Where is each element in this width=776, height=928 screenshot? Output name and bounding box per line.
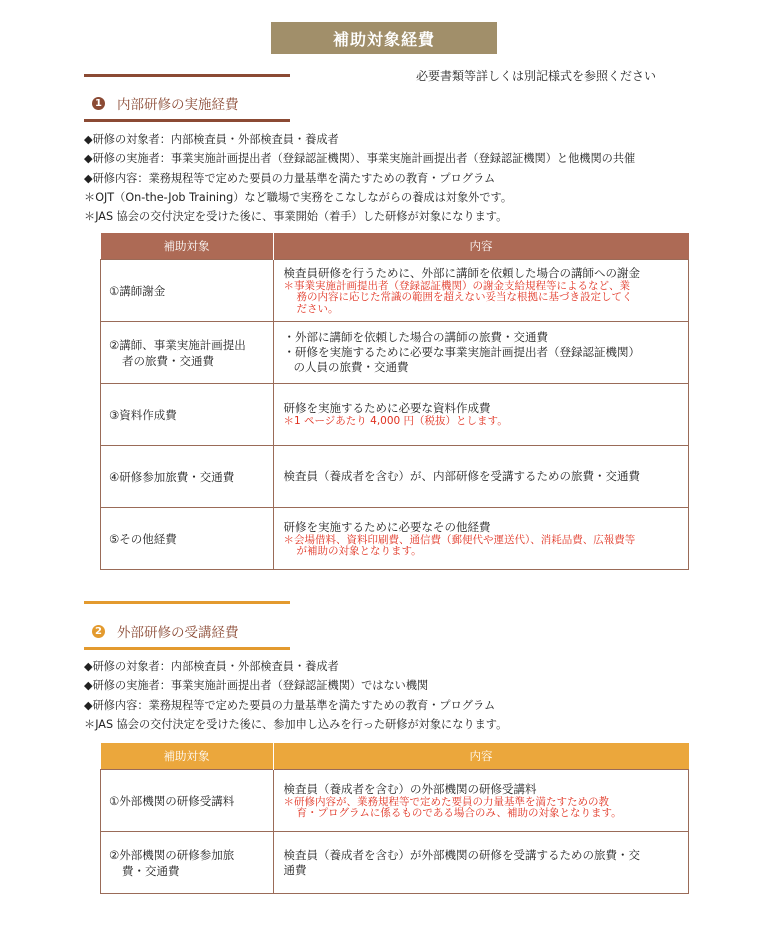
item-cell: ③資料作成費: [101, 384, 274, 446]
section1-number-badge: 1: [92, 97, 105, 110]
bullet-line: ◆研修の実施者：事業実施計画提出者（登録認証機関）ではない機関: [84, 679, 429, 693]
item-cell: ④研修参加旅費・交通費: [101, 446, 274, 508]
bullet-line: ＊OJT（On-the-Job Training）など職場で実務をこなしながらの養成は対象外です。: [84, 190, 513, 204]
bullet-line: ＊JAS 協会の交付決定を受けた後に、事業開始（着手）した研修が対象になります。: [84, 210, 508, 224]
section2-bullets: [84, 657, 507, 734]
section2-heading: [92, 621, 239, 641]
table-row: [101, 446, 689, 508]
column-header: 補助対象: [101, 233, 274, 260]
item-cell: ①外部機関の研修受講料: [101, 770, 274, 832]
content-cell: 検査員研修を行うために、外部に講師を依頼した場合の講師への謝金 ＊事業実施計画提出者（登録認証機関）の謝金支給規程等によるなど、業 務の内容に応じた常識の範囲を超えない妥当な根拠に基づき設定してく ださい。: [273, 260, 689, 322]
section2-bottom-rule: [84, 647, 290, 650]
table-row: [101, 832, 689, 894]
column-header: 内容: [273, 233, 689, 260]
table-header-row: [101, 743, 689, 770]
content-cell: 検査員（養成者を含む）が、内部研修を受講するための旅費・交通費: [273, 446, 689, 508]
item-cell: ②講師、事業実施計画提出 者の旅費・交通費: [101, 322, 274, 384]
section1-bottom-rule: [84, 119, 290, 122]
table-row: [101, 384, 689, 446]
content-cell: ・外部に講師を依頼した場合の講師の旅費・交通費 ・研修を実施するために必要な事業実施計画提出者（登録認証機関） の人員の旅費・交通費: [273, 322, 689, 384]
table-row: [101, 322, 689, 384]
page-title: 補助対象経費: [271, 22, 497, 54]
section1-top-rule: [84, 74, 290, 77]
section1-bullets: [84, 130, 635, 226]
section2-top-rule: [84, 601, 290, 604]
section1-heading: [92, 93, 239, 113]
item-cell: ①講師謝金: [101, 260, 274, 322]
bullet-line: ◆研修の対象者：内部検査員・外部検査員・養成者: [84, 660, 339, 673]
content-cell: 研修を実施するために必要な資料作成費 ＊1 ページあたり 4,000 円（税抜）とします。: [273, 384, 689, 446]
item-cell: ⑤その他経費: [101, 508, 274, 570]
bullet-line: ◆研修の実施者：事業実施計画提出者（登録認証機関）、事業実施計画提出者（登録認証機関）と他機関の共催: [84, 152, 636, 166]
section2-table: [100, 743, 689, 894]
table-header-row: [101, 233, 689, 260]
item-cell: ②外部機関の研修参加旅 費・交通費: [101, 832, 274, 894]
content-cell: 検査員（養成者を含む）が外部機関の研修を受講するための旅費・交 通費: [273, 832, 689, 894]
content-cell: 研修を実施するために必要なその他経費 ＊会場借料、資料印刷費、通信費（郵便代や運送代）、消耗品費、広報費等 が補助の対象となります。: [273, 508, 689, 570]
bullet-line: ◆研修内容：業務規程等で定めた要員の力量基準を満たすための教育・プログラム: [84, 698, 496, 712]
bullet-line: ◆研修内容：業務規程等で定めた要員の力量基準を満たすための教育・プログラム: [84, 171, 496, 185]
content-cell: 検査員（養成者を含む）の外部機関の研修受講料 ＊研修内容が、業務規程等で定めた要員の力量基準を満たすための教 育・プログラムに係るものである場合のみ、補助の対象となります。: [273, 770, 689, 832]
section1-table: [100, 233, 689, 570]
column-header: 内容: [273, 743, 689, 770]
section2-number-badge: 2: [92, 625, 105, 638]
reference-note: 必要書類等詳しくは別記様式を参照ください: [416, 69, 657, 83]
column-header: 補助対象: [101, 743, 274, 770]
table-row: [101, 260, 689, 322]
section1-heading-text: 内部研修の実施経費: [117, 97, 239, 113]
table-row: [101, 508, 689, 570]
bullet-line: ◆研修の対象者：内部検査員・外部検査員・養成者: [84, 133, 339, 146]
table-row: [101, 770, 689, 832]
section2-heading-text: 外部研修の受講経費: [117, 625, 239, 641]
bullet-line: ＊JAS 協会の交付決定を受けた後に、参加申し込みを行った研修が対象になります。: [84, 717, 508, 731]
